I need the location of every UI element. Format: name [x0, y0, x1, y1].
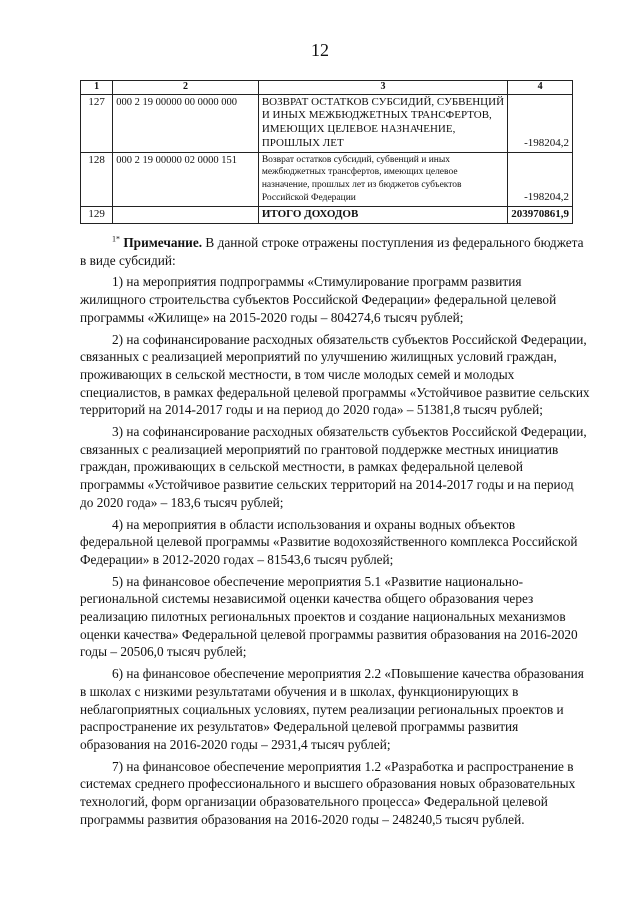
note-title: Примечание.	[123, 235, 203, 250]
revenue-name: Возврат остатков субсидий, субвенций и иных межбюджетных трансфертов, имеющих целевое назначение, прошлых лет из бюджетов субъектов Российской Федерации	[258, 152, 507, 206]
amount: -198204,2	[508, 94, 573, 152]
note-item: 4) на мероприятия в области использования и охраны водных объектов федеральной целевой программы «Развитие водохозяйственного комплекса Российской Федерации» в 2012-2020 годах – 81543,6 тысяч рублей;	[80, 516, 578, 567]
row-number: 127	[81, 94, 113, 152]
revenue-table	[80, 80, 573, 224]
table-row	[81, 94, 573, 152]
budget-code: 000 2 19 00000 02 0000 151	[113, 152, 259, 206]
header-cell-1: 1	[81, 81, 113, 95]
header-cell-4: 4	[508, 81, 573, 95]
note-item: 6) на финансовое обеспечение мероприятия 2.2 «Повышение качества образования в школах с низкими результатами обучения и в школах, функционирующих в неблагоприятных социальных условиях, путем реализации региональных проектов и распространение их результатов» Федеральной целевой программы развития образования на 2016-2020 годы – 2931,4 тысяч рублей;	[80, 666, 584, 752]
row-number: 128	[81, 152, 113, 206]
table-row	[81, 152, 573, 206]
revenue-name: ИТОГО ДОХОДОВ	[258, 206, 507, 223]
note-item: 5) на финансовое обеспечение мероприятия 5.1 «Развитие национально-региональной системы независимой оценки качества общего образования через реализацию пилотных региональных проектов и создание национальных механизмов оценки качества» Федеральной целевой программы развития образования на 2016-2020 годы – 20506,0 тысяч рублей;	[80, 573, 578, 660]
note-section	[80, 234, 590, 833]
note-item: 2) на софинансирование расходных обязательств субъектов Российской Федерации, связанных с реализацией мероприятий по улучшению жилищных условий граждан, проживающих в сельской местности, в том числе молодых семей и молодых специалистов, в рамках федеральной целевой программы «Устойчивое развитие сельских территорий на 2014-2017 годы и на период до 2020 года» – 51381,8 тысяч рублей;	[80, 331, 590, 418]
note-intro	[80, 234, 590, 269]
note-item: 7) на финансовое обеспечение мероприятия 1.2 «Разработка и распространение в системах среднего профессионального и высшего образования новых образовательных технологий, форм организации образовательного процесса» Федеральной целевой программы развития образования на 2016-2020 годы – 248240,5 тысяч рублей.	[80, 758, 576, 827]
amount: -198204,2	[508, 152, 573, 206]
amount: 203970861,9	[508, 206, 573, 223]
revenue-name: ВОЗВРАТ ОСТАТКОВ СУБСИДИЙ, СУБВЕНЦИЙ И ИНЫХ МЕЖБЮДЖЕТНЫХ ТРАНСФЕРТОВ, ИМЕЮЩИХ ЦЕЛЕВОЕ НАЗНАЧЕНИЕ, ПРОШЛЫХ ЛЕТ	[258, 94, 507, 152]
budget-code: 000 2 19 00000 00 0000 000	[113, 94, 259, 152]
header-cell-3: 3	[258, 81, 507, 95]
table-row-total	[81, 206, 573, 223]
note-intro-text: В данной строке отражены поступления из федерального бюджета в виде субсидий:	[80, 235, 584, 268]
row-number: 129	[81, 206, 113, 223]
budget-code	[113, 206, 259, 223]
table-header-row	[81, 81, 573, 95]
note-item: 1) на мероприятия подпрограммы «Стимулирование программ развития жилищного строительства субъектов Российской Федерации» федеральной целевой программы «Жилище» на 2015-2020 годы – 804274,6 тысяч рублей;	[80, 274, 557, 325]
header-cell-2: 2	[113, 81, 259, 95]
note-marker: 1*	[112, 234, 120, 244]
note-item: 3) на софинансирование расходных обязательств субъектов Российской Федерации, связанных с реализацией мероприятий по грантовой поддержке местных инициатив граждан, проживающих в сельской местности, в рамках федеральной целевой программы «Устойчивое развитие сельских территорий на 2014-2017 годы и на период до 2020 года» – 183,6 тысяч рублей;	[80, 424, 587, 510]
page-number: 12	[311, 40, 329, 60]
